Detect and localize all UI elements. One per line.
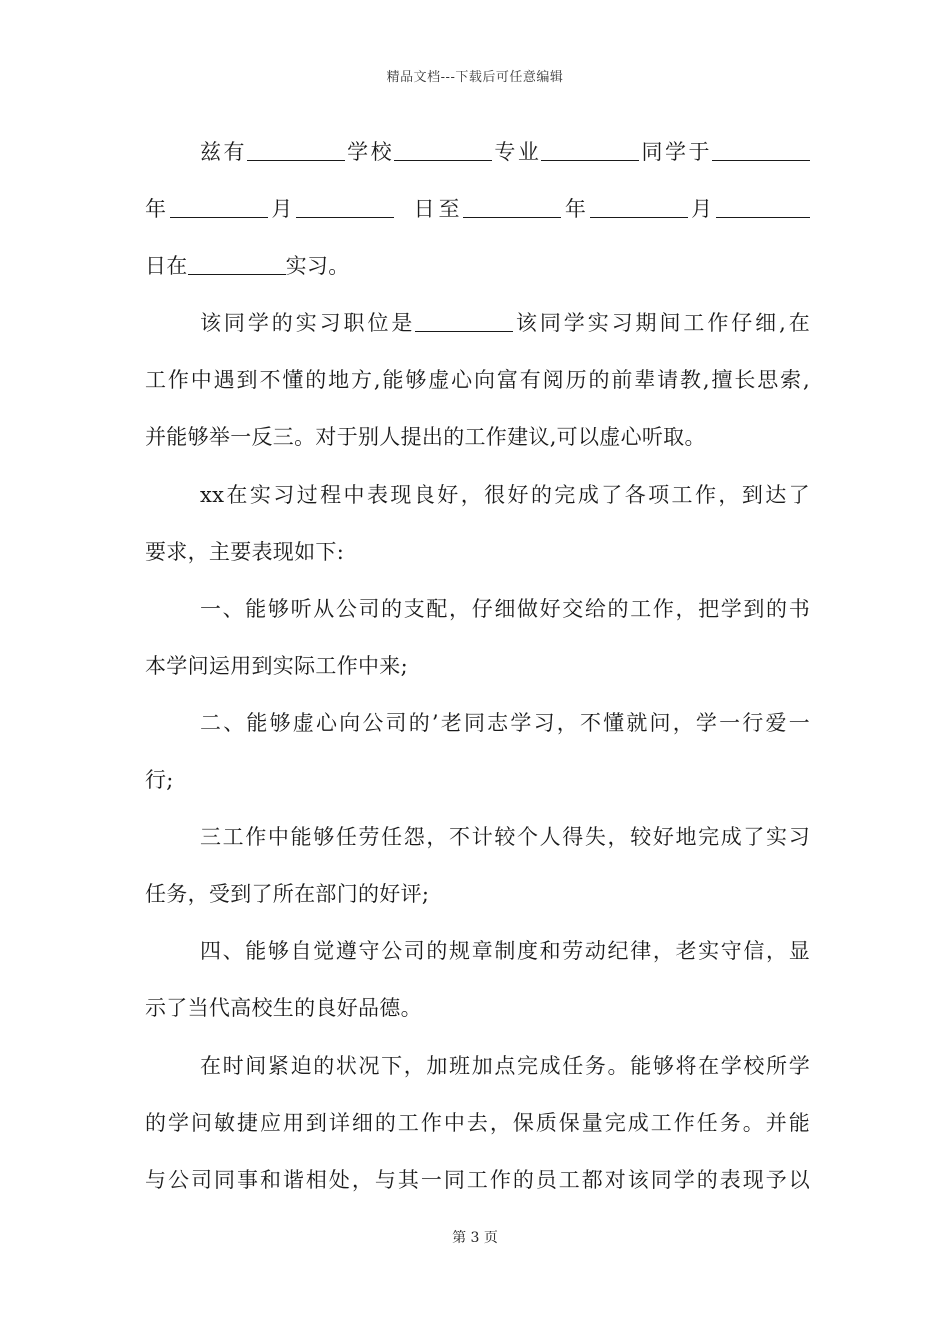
paragraph-line: 本学问运用到实际工作中来;	[145, 654, 408, 678]
form-text: 实习。	[285, 254, 350, 278]
form-text: 年	[145, 197, 170, 221]
form-line-1	[200, 136, 810, 168]
form-text: 同学于	[639, 140, 712, 164]
fill-blank	[590, 197, 688, 218]
paragraph-line: 与公司同事和谐相处，与其一同工作的员工都对该同学的表现予以	[145, 1168, 810, 1192]
form-text: 月	[267, 197, 297, 221]
form-text: 月	[687, 197, 716, 221]
paragraph-line: 要求，主要表现如下:	[145, 540, 345, 564]
paragraph-line: 示了当代高校生的良好品德。	[145, 996, 422, 1020]
fill-blank	[415, 311, 513, 332]
form-text: 专业	[492, 140, 542, 164]
paragraph-line: 的学问敏捷应用到详细的工作中去，保质保量完成工作任务。并能	[145, 1111, 810, 1135]
fill-blank	[463, 197, 561, 218]
fill-blank	[712, 140, 810, 161]
paragraph-line: 行;	[145, 768, 174, 792]
paragraph-line: 在时间紧迫的状况下，加班加点完成任务。能够将在学校所学	[200, 1054, 810, 1078]
form-text: 年	[561, 197, 590, 221]
fill-blank	[247, 140, 345, 161]
paragraph-line: 工作中遇到不懂的地方,能够虚心向富有阅历的前辈请教,擅长思索,	[145, 368, 810, 392]
fill-blank	[716, 197, 810, 218]
page-number: 第 3 页	[452, 1230, 498, 1246]
form-text: 日在	[145, 254, 188, 278]
paragraph-text: 该同学实习期间工作仔细,在	[513, 311, 810, 335]
fill-blank	[541, 140, 639, 161]
paragraph-line: 二、能够虚心向公司的’老同志学习，不懂就问，学一行爱一	[200, 711, 810, 735]
paragraph-line: 任务，受到了所在部门的好评;	[145, 882, 430, 906]
page-header: 精品文档---下载后可任意编辑	[386, 70, 564, 85]
paragraph-line: 四、能够自觉遵守公司的规章制度和劳动纪律，老实守信，显	[200, 939, 810, 963]
form-text: 学校	[344, 140, 395, 164]
form-text: 兹有	[200, 140, 247, 164]
fill-blank	[188, 254, 286, 275]
fill-blank	[394, 140, 492, 161]
paragraph-line: xx在实习过程中表现良好，很好的完成了各项工作，到达了	[200, 483, 810, 507]
fill-blank	[296, 197, 394, 218]
form-line-3	[145, 250, 810, 282]
paragraph-line: 并能够举一反三。对于别人提出的工作建议,可以虚心听取。	[145, 425, 706, 449]
paragraph-line: 三工作中能够任劳任怨，不计较个人得失，较好地完成了实习	[200, 825, 810, 849]
paragraph-text: 该同学的实习职位是	[200, 311, 416, 335]
paragraph-line: 一、能够听从公司的支配，仔细做好交给的工作，把学到的书	[200, 597, 810, 621]
form-line-2	[145, 193, 810, 225]
fill-blank	[170, 197, 268, 218]
paragraph-line	[200, 307, 810, 339]
form-text: 日至	[410, 197, 464, 221]
